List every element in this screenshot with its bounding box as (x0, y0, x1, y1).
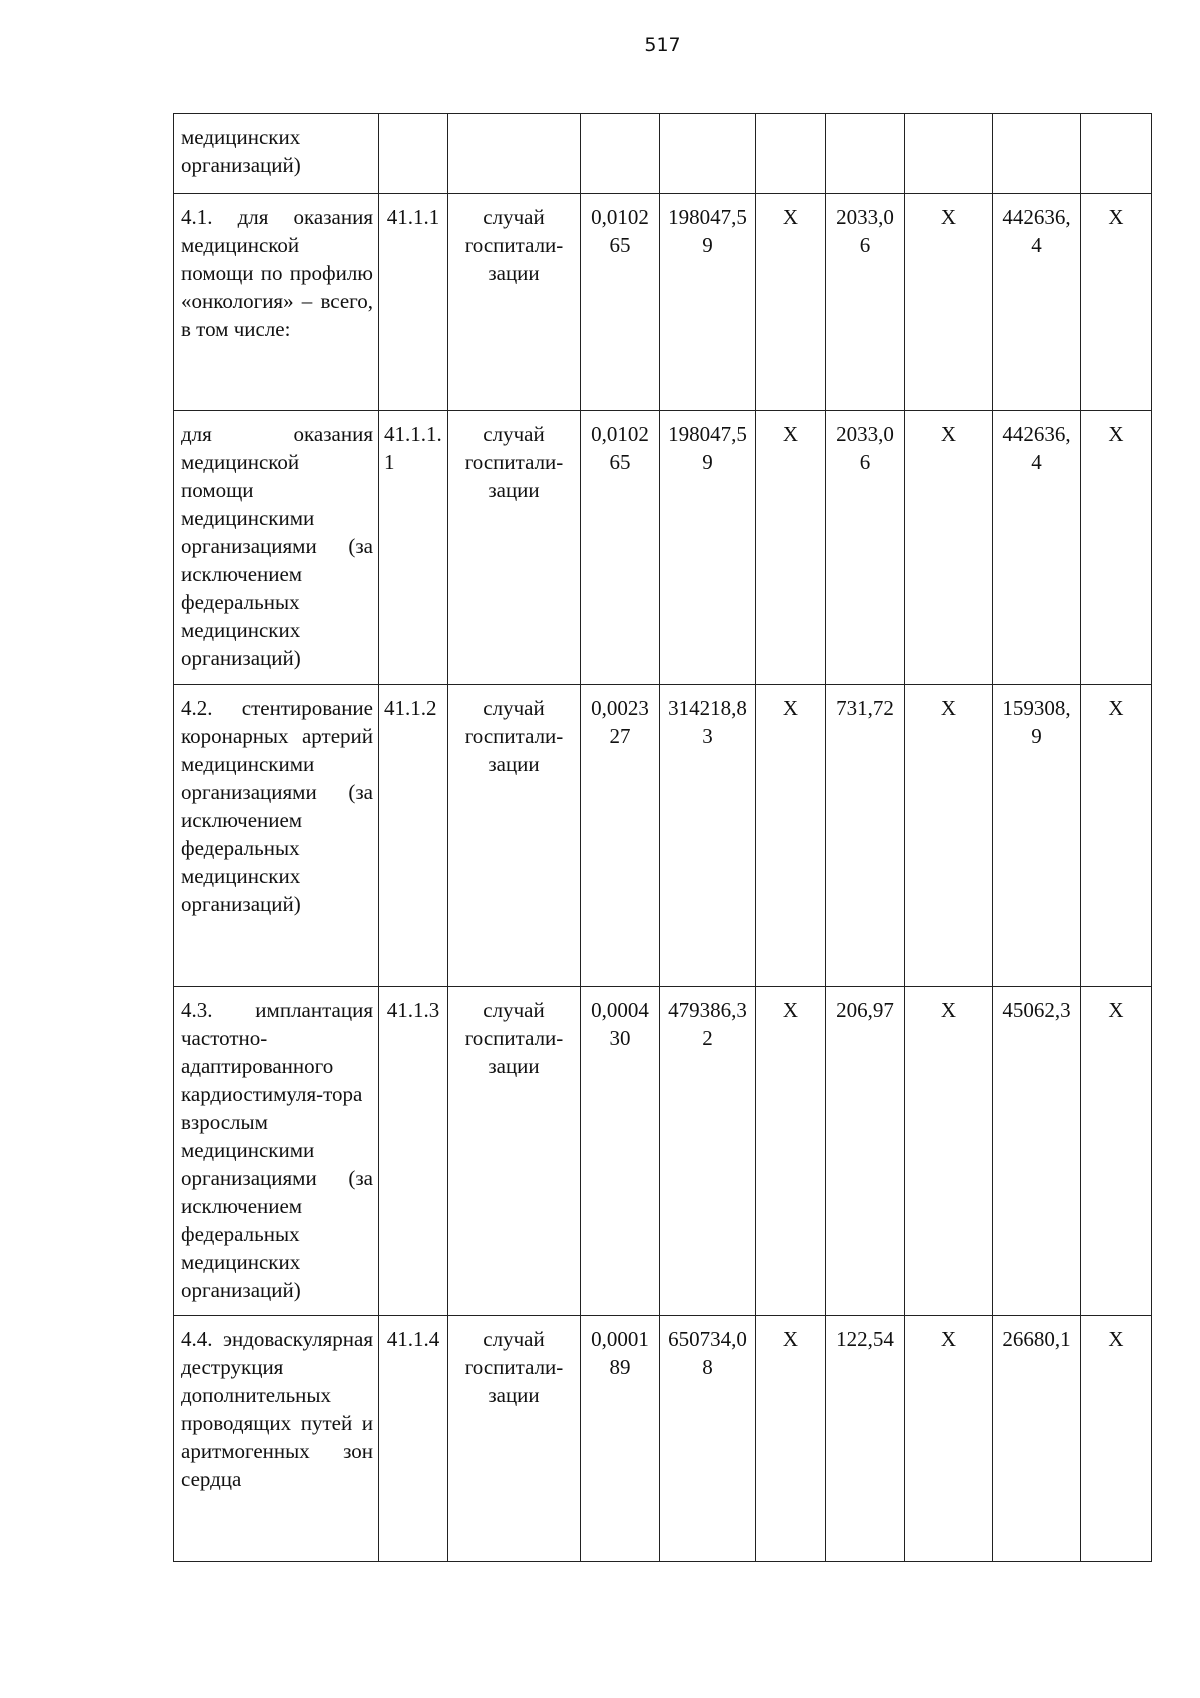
row-value-cell: 0,010265 (581, 194, 660, 411)
row-value-cell: 442636,4 (993, 194, 1081, 411)
row-value-cell (660, 114, 756, 194)
row-value-cell (993, 114, 1081, 194)
row-name-cell: 4.3. имплантация частотно-адаптированного кардиостимуля-тора взрослым медицинскими организациями (за исключением федеральных медицинских организаций) (174, 987, 379, 1316)
row-name-cell: для оказания медицинской помощи медицинскими организациями (за исключением федеральных медицинских организаций) (174, 411, 379, 685)
row-value-cell: 2033,06 (826, 194, 905, 411)
row-value-cell: 26680,1 (993, 1316, 1081, 1562)
table-row (174, 411, 1152, 685)
row-code-cell: 41.1.1 (379, 194, 448, 411)
row-value-cell: X (1081, 194, 1152, 411)
row-value-cell: X (756, 411, 826, 685)
data-table (173, 113, 1152, 1562)
row-name-cell: медицинских организаций) (174, 114, 379, 194)
row-value-cell: 0,000189 (581, 1316, 660, 1562)
row-code-cell: 41.1.4 (379, 1316, 448, 1562)
row-value-cell (905, 114, 993, 194)
table-row (174, 114, 1152, 194)
row-value-cell: 650734,08 (660, 1316, 756, 1562)
row-name-cell: 4.1. для оказания медицинской помощи по профилю «онкология» – всего, в том числе: (174, 194, 379, 411)
table-row (174, 685, 1152, 987)
row-value-cell: 198047,59 (660, 411, 756, 685)
row-value-cell (756, 114, 826, 194)
row-value-cell: 2033,06 (826, 411, 905, 685)
row-value-cell: 0,002327 (581, 685, 660, 987)
row-code-cell: 41.1.2 (379, 685, 448, 987)
table-row (174, 194, 1152, 411)
row-unit-cell: случай госпитали-зации (448, 194, 581, 411)
row-value-cell: X (905, 685, 993, 987)
row-unit-cell: случай госпитали-зации (448, 685, 581, 987)
row-value-cell: 442636,4 (993, 411, 1081, 685)
row-value-cell (826, 114, 905, 194)
row-code-cell: 41.1.3 (379, 987, 448, 1316)
row-value-cell: 0,000430 (581, 987, 660, 1316)
row-value-cell: 479386,32 (660, 987, 756, 1316)
row-value-cell (581, 114, 660, 194)
row-value-cell: 0,010265 (581, 411, 660, 685)
row-value-cell: X (905, 194, 993, 411)
row-value-cell: 198047,59 (660, 194, 756, 411)
row-name-cell: 4.4. эндоваскулярная деструкция дополнительных проводящих путей и аритмогенных зон сердца (174, 1316, 379, 1562)
row-value-cell: 314218,83 (660, 685, 756, 987)
row-value-cell: X (905, 987, 993, 1316)
row-unit-cell: случай госпитали-зации (448, 987, 581, 1316)
row-value-cell: X (1081, 411, 1152, 685)
row-value-cell: 122,54 (826, 1316, 905, 1562)
table-row (174, 1316, 1152, 1562)
row-value-cell (1081, 114, 1152, 194)
table-row (174, 987, 1152, 1316)
row-name-cell: 4.2. стентирование коронарных артерий медицинскими организациями (за исключением федеральных медицинских организаций) (174, 685, 379, 987)
row-value-cell: X (756, 1316, 826, 1562)
table-body (174, 114, 1152, 1562)
row-value-cell: X (905, 1316, 993, 1562)
row-value-cell: X (1081, 987, 1152, 1316)
row-value-cell: X (756, 194, 826, 411)
row-value-cell: 45062,3 (993, 987, 1081, 1316)
row-value-cell: 206,97 (826, 987, 905, 1316)
row-code-cell (379, 114, 448, 194)
page-number: 517 (644, 34, 681, 56)
row-code-cell: 41.1.1.1 (379, 411, 448, 685)
row-unit-cell: случай госпитали-зации (448, 1316, 581, 1562)
row-value-cell: X (1081, 1316, 1152, 1562)
row-value-cell: 731,72 (826, 685, 905, 987)
row-value-cell: X (756, 685, 826, 987)
row-value-cell: X (1081, 685, 1152, 987)
row-unit-cell (448, 114, 581, 194)
row-value-cell: X (905, 411, 993, 685)
row-value-cell: X (756, 987, 826, 1316)
row-value-cell: 159308,9 (993, 685, 1081, 987)
row-unit-cell: случай госпитали-зации (448, 411, 581, 685)
